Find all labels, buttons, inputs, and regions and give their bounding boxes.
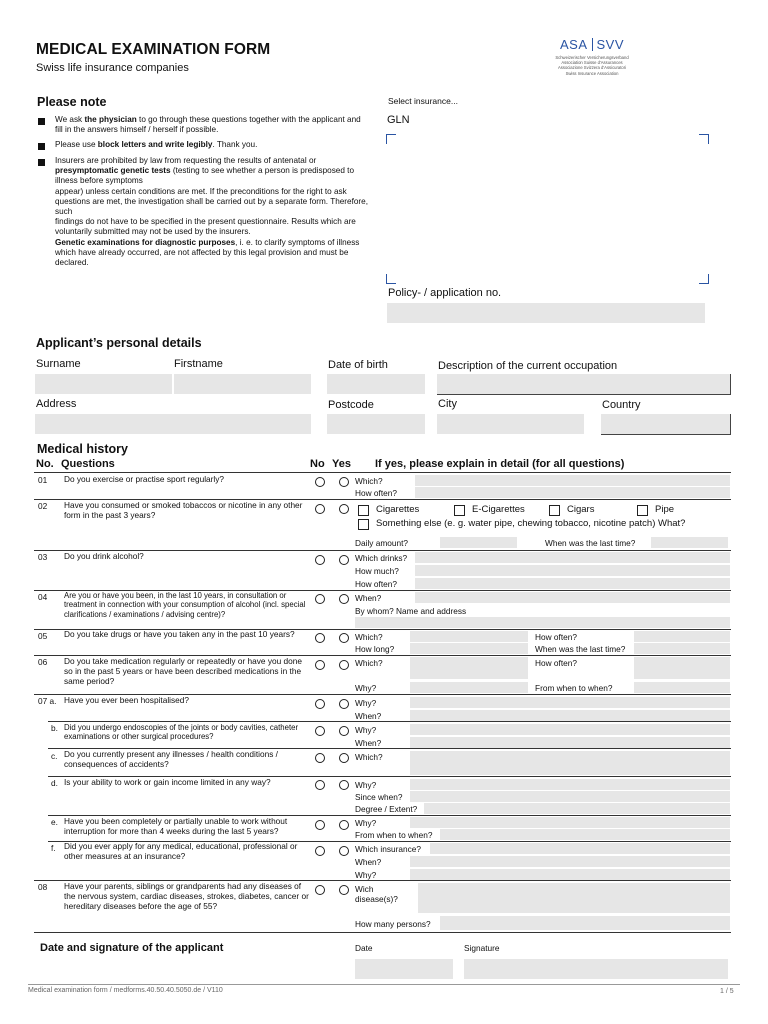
logo-svv: SVV xyxy=(596,37,625,52)
medical-history-heading: Medical history xyxy=(37,442,128,456)
q08-number: 08 xyxy=(38,882,48,892)
q06-which-label: Which? xyxy=(355,658,383,668)
q06-why-label: Why? xyxy=(355,683,377,693)
q07c-which-field[interactable] xyxy=(410,751,730,775)
q07b-no-radio[interactable] xyxy=(315,726,325,736)
q05-last-time-field[interactable] xyxy=(634,643,730,654)
q07b-why-field[interactable] xyxy=(410,724,730,735)
q05-no-radio[interactable] xyxy=(315,633,325,643)
postcode-label: Postcode xyxy=(328,399,374,411)
please-note-heading: Please note xyxy=(37,95,107,109)
q03-yes-radio[interactable] xyxy=(339,555,349,565)
note-item-genetic-tests: Insurers are prohibited by law from requesting the results of antenatal or presymptomatic genetic tests (testing to see whether a person is predisposed to illness before symptoms appear) unless certain conditions are met. If the preconditions for the right to ask questions are met, the investigation shall be carried out by a separate form. Therefore, such findings do not have to be specified in the present questionnaire. Results which are voluntarily submitted may not be used by the insurers. Genetic examinations for diagnostic purposes, i. e. to clarify symptoms of illness which have already occurred, are not affected by this legal provision and must be declared. xyxy=(38,156,368,268)
occupation-label: Description of the current occupation xyxy=(438,360,618,372)
asa-svv-logo: ASA SVV Schweizerischer Versicherungsverband Association Suisse d'Assurances Associazione Svizzera d'Assicuratori Swiss Insurance Association xyxy=(555,37,629,76)
q02-something-else-checkbox[interactable] xyxy=(358,519,369,530)
q03-how-often-label: How often? xyxy=(355,579,397,589)
q07b-why-label: Why? xyxy=(355,725,377,735)
signature-field[interactable] xyxy=(464,959,728,979)
policy-number-field[interactable] xyxy=(387,303,705,323)
q01-which-label: Which? xyxy=(355,476,383,486)
q07a-why-label: Why? xyxy=(355,698,377,708)
q06-yes-radio[interactable] xyxy=(339,660,349,670)
q07a-number: 07 a. xyxy=(38,696,57,706)
q07c-number: c. xyxy=(51,751,58,761)
q02-daily-amount-field[interactable] xyxy=(440,537,517,548)
q03-no-radio[interactable] xyxy=(315,555,325,565)
form-subtitle: Swiss life insurance companies xyxy=(36,62,189,74)
personal-details-heading: Applicant’s personal details xyxy=(36,336,202,350)
q07f-number: f. xyxy=(51,843,56,853)
q07f-yes-radio[interactable] xyxy=(339,846,349,856)
q02-ecigarettes-label: E-Cigarettes xyxy=(472,504,525,515)
signature-label: Signature xyxy=(464,943,500,953)
q02-something-else-label: Something else (e. g. water pipe, chewing tobacco, nicotine patch) What? xyxy=(376,518,686,529)
q07e-why-label: Why? xyxy=(355,818,377,828)
q05-yes-radio[interactable] xyxy=(339,633,349,643)
q07f-which-insurance-field[interactable] xyxy=(430,843,730,854)
q07a-yes-radio[interactable] xyxy=(339,699,349,709)
q04-by-whom-field[interactable] xyxy=(355,617,730,628)
q04-number: 04 xyxy=(38,592,48,602)
q07d-why-label: Why? xyxy=(355,780,377,790)
col-no-answer-header: No xyxy=(310,458,325,470)
q02-cigarettes-label: Cigarettes xyxy=(376,504,420,515)
policy-label: Policy- / application no. xyxy=(388,287,502,299)
q07a-no-radio[interactable] xyxy=(315,699,325,709)
select-insurance-dropdown[interactable]: Select insurance... xyxy=(388,96,458,106)
q07e-why-field[interactable] xyxy=(410,817,730,828)
q06-which-field[interactable] xyxy=(410,657,528,679)
q08-how-many-field[interactable] xyxy=(440,916,730,930)
q01-yes-radio[interactable] xyxy=(339,477,349,487)
q02-cigarettes-checkbox[interactable] xyxy=(358,505,369,516)
q07a-when-label: When? xyxy=(355,711,382,721)
signature-heading: Date and signature of the applicant xyxy=(40,942,224,954)
q07e-no-radio[interactable] xyxy=(315,820,325,830)
q03-how-often-field[interactable] xyxy=(415,578,730,589)
surname-field[interactable] xyxy=(35,374,172,394)
q02-pipe-checkbox[interactable] xyxy=(637,505,648,516)
q04-yes-radio[interactable] xyxy=(339,594,349,604)
q04-by-whom-label: By whom? Name and address xyxy=(355,606,467,616)
q02-number: 02 xyxy=(38,501,48,511)
col-yes-header: Yes xyxy=(332,458,351,470)
dob-label: Date of birth xyxy=(328,359,388,371)
q01-how-often-field[interactable] xyxy=(415,487,730,498)
q07e-yes-radio[interactable] xyxy=(339,820,349,830)
q05-how-often-label: How often? xyxy=(535,632,577,642)
q08-diseases-label: disease(s)? xyxy=(355,894,398,904)
dob-field[interactable] xyxy=(327,374,425,394)
q05-which-label: Which? xyxy=(355,632,383,642)
q08-text: Have your parents, siblings or grandparents had any diseases of the nervous system, cardiac diseases, strokes, diabetes, cancer or hereditary diseases before the age of 55? xyxy=(64,881,309,911)
q02-pipe-label: Pipe xyxy=(655,504,675,515)
q07f-when-field[interactable] xyxy=(410,856,730,867)
q03-which-drinks-field[interactable] xyxy=(415,552,730,563)
city-label: City xyxy=(438,398,457,410)
q07c-yes-radio[interactable] xyxy=(339,753,349,763)
city-field[interactable] xyxy=(437,414,584,434)
q05-text: Do you take drugs or have you taken any in the past 10 years? xyxy=(64,629,295,639)
q07a-why-field[interactable] xyxy=(410,697,730,708)
footer-form-id: Medical examination form / medforms.40.50.40.5050.de / V110 xyxy=(28,987,223,994)
country-label: Country xyxy=(602,399,641,411)
q07c-text: Do you currently present any illnesses / health conditions / consequences of accidents? xyxy=(64,749,278,769)
q07f-which-insurance-label: Which insurance? xyxy=(355,844,421,854)
q07b-text: Did you undergo endoscopies of the joints or body cavities, catheter examinations or other surgical procedures? xyxy=(64,723,299,742)
q07b-when-field[interactable] xyxy=(410,737,730,748)
q02-daily-amount-label: Daily amount? xyxy=(355,538,409,548)
row-divider xyxy=(34,932,731,933)
q07d-since-when-field[interactable] xyxy=(410,791,730,802)
q03-how-much-field[interactable] xyxy=(415,565,730,576)
q02-cigars-checkbox[interactable] xyxy=(549,505,560,516)
q01-number: 01 xyxy=(38,475,48,485)
row-divider xyxy=(34,472,731,473)
q02-no-radio[interactable] xyxy=(315,504,325,514)
q03-how-much-label: How much? xyxy=(355,566,399,576)
gln-label: GLN xyxy=(387,114,410,126)
q05-how-long-field[interactable] xyxy=(410,643,528,654)
q02-last-time-label: When was the last time? xyxy=(545,538,636,548)
q07f-when-label: When? xyxy=(355,857,382,867)
q06-why-field[interactable] xyxy=(410,682,528,693)
q07b-when-label: When? xyxy=(355,738,382,748)
address-field[interactable] xyxy=(35,414,311,434)
q07e-number: e. xyxy=(51,817,58,827)
postcode-field[interactable] xyxy=(327,414,425,434)
firstname-field[interactable] xyxy=(174,374,311,394)
q07a-text: Have you ever been hospitalised? xyxy=(64,695,189,705)
date-label: Date xyxy=(355,943,373,953)
q07d-number: d. xyxy=(51,778,58,788)
q05-number: 05 xyxy=(38,631,48,641)
q01-which-field[interactable] xyxy=(415,475,730,486)
q02-yes-radio[interactable] xyxy=(339,504,349,514)
note-item-physician: We ask the physician to go through these questions together with the applicant and fill in the answers himself / herself if possible. xyxy=(38,115,368,135)
q07e-text: Have you been completely or partially unable to work without interruption for more than 4 weeks during the last 5 years? xyxy=(64,816,288,836)
q04-no-radio[interactable] xyxy=(315,594,325,604)
firstname-label: Firstname xyxy=(174,358,223,370)
q05-last-time-label: When was the last time? xyxy=(535,644,626,654)
q07f-no-radio[interactable] xyxy=(315,846,325,856)
q02-ecigarettes-checkbox[interactable] xyxy=(454,505,465,516)
q07d-since-when-label: Since when? xyxy=(355,792,403,802)
q03-text: Do you drink alcohol? xyxy=(64,551,144,561)
date-field[interactable] xyxy=(355,959,453,979)
q03-which-drinks-label: Which drinks? xyxy=(355,553,408,563)
row-divider xyxy=(48,721,731,722)
q07d-text: Is your ability to work or gain income limited in any way? xyxy=(64,777,271,787)
q07e-from-when-field[interactable] xyxy=(440,829,730,840)
q05-how-long-label: How long? xyxy=(355,644,395,654)
q06-text: Do you take medication regularly or repeatedly or have you done so in the past 5 years or have been described medications in the same period? xyxy=(64,656,302,686)
q08-no-radio[interactable] xyxy=(315,885,325,895)
q07d-yes-radio[interactable] xyxy=(339,780,349,790)
q04-when-field[interactable] xyxy=(415,592,730,603)
q07a-when-field[interactable] xyxy=(410,710,730,721)
col-explain-header: If yes, please explain in detail (for all questions) xyxy=(375,458,625,470)
q05-how-often-field[interactable] xyxy=(634,631,730,642)
q07b-yes-radio[interactable] xyxy=(339,726,349,736)
q06-how-often-field[interactable] xyxy=(634,657,730,679)
q07c-which-label: Which? xyxy=(355,752,383,762)
q02-last-time-field[interactable] xyxy=(651,537,728,548)
q02-cigars-label: Cigars xyxy=(567,504,595,515)
note-item-block-letters: Please use block letters and write legibly. Thank you. xyxy=(38,140,368,150)
q05-which-field[interactable] xyxy=(410,631,528,642)
col-questions-header: Questions xyxy=(61,458,115,470)
q07f-text: Did you ever apply for any medical, educational, professional or other measures at an insurance? xyxy=(64,841,298,861)
q01-how-often-label: How often? xyxy=(355,488,397,498)
country-field[interactable] xyxy=(601,414,731,435)
occupation-field[interactable] xyxy=(437,374,731,395)
address-label: Address xyxy=(36,398,77,410)
q07f-why-field[interactable] xyxy=(410,869,730,880)
logo-asa: ASA xyxy=(559,37,588,52)
q07b-number: b. xyxy=(51,723,58,733)
q08-which-label: Wich xyxy=(355,884,374,894)
q07d-degree-field[interactable] xyxy=(424,803,730,814)
q06-number: 06 xyxy=(38,657,48,667)
q03-number: 03 xyxy=(38,552,48,562)
q07f-why-label: Why? xyxy=(355,870,377,880)
q07d-degree-label: Degree / Extent? xyxy=(355,804,418,814)
gln-field[interactable] xyxy=(386,134,709,284)
q01-no-radio[interactable] xyxy=(315,477,325,487)
col-no-header: No. xyxy=(36,458,54,470)
q04-text: Are you or have you been, in the last 10 years, in consultation or treatment in connection with your consumption of alcohol (incl. special clarifications / examinations / advising centre)? xyxy=(64,591,306,619)
q07e-from-when-label: From when to when? xyxy=(355,830,433,840)
q06-from-when-label: From when to when? xyxy=(535,683,613,693)
q08-diseases-field[interactable] xyxy=(418,883,730,913)
q06-no-radio[interactable] xyxy=(315,660,325,670)
q07d-why-field[interactable] xyxy=(410,779,730,790)
q08-yes-radio[interactable] xyxy=(339,885,349,895)
q07d-no-radio[interactable] xyxy=(315,780,325,790)
surname-label: Surname xyxy=(36,358,81,370)
q08-how-many-label: How many persons? xyxy=(355,919,431,929)
q02-text: Have you consumed or smoked tobaccos or nicotine in any other form in the past 3 years? xyxy=(64,500,303,520)
q01-text: Do you exercise or practise sport regularly? xyxy=(64,474,225,484)
footer-divider xyxy=(28,984,740,985)
q04-when-label: When? xyxy=(355,593,382,603)
q06-from-when-field[interactable] xyxy=(634,682,730,693)
form-title: MEDICAL EXAMINATION FORM xyxy=(36,41,271,58)
q06-how-often-label: How often? xyxy=(535,658,577,668)
q07c-no-radio[interactable] xyxy=(315,753,325,763)
footer-page-number: 1 / 5 xyxy=(720,988,734,995)
